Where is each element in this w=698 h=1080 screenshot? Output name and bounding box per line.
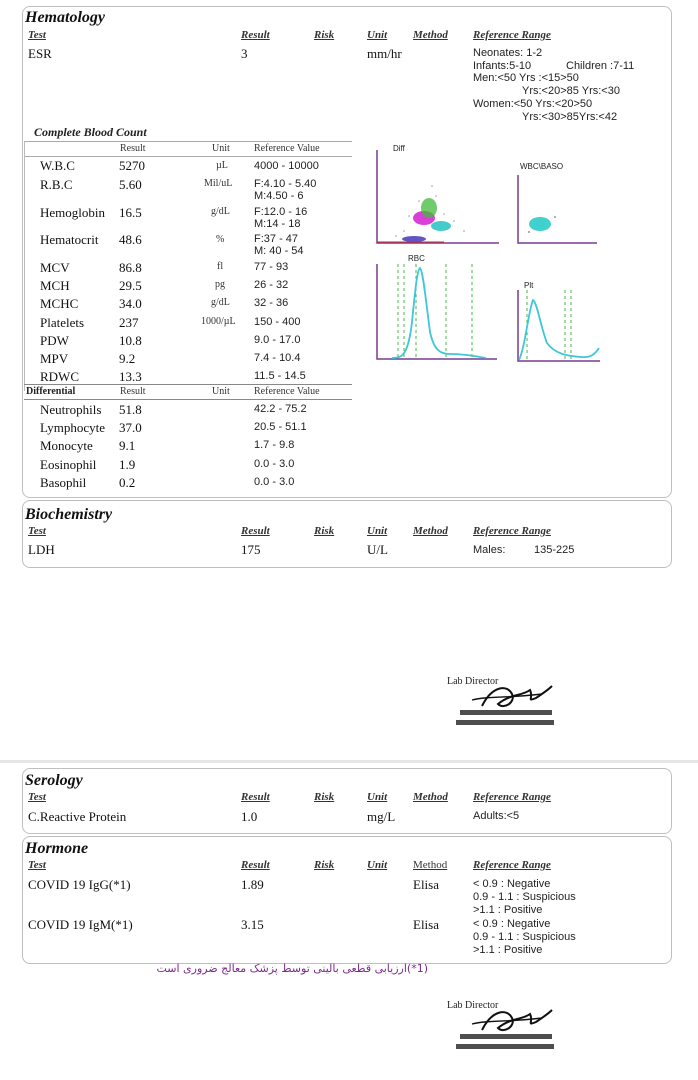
cbc-row-ref: F:37 - 47 (254, 233, 299, 245)
cbc-row-name: Hematocrit (40, 232, 99, 247)
diff-header-reference: Reference Value (254, 386, 320, 397)
esr-ref-7: Yrs:<30>85Yrs:<42 (522, 111, 618, 123)
cbc-row-result: 86.8 (119, 260, 142, 275)
cbc-row-ref2: M:14 - 18 (254, 218, 301, 230)
biochemistry-title: Biochemistry (25, 506, 113, 523)
clinical-note: (1*)ارزيابی قطعی بالينی توسط پزشک معالج ضروری است (156, 962, 428, 975)
crp-unit: mg/L (367, 809, 396, 824)
cbc-row-unit: g/dL (211, 297, 230, 308)
cbc-row-ref: 9.0 - 17.0 (254, 334, 301, 346)
cbc-left-border (24, 141, 25, 391)
plt-histogram (515, 288, 603, 364)
sero-header-risk: Risk (314, 791, 335, 803)
bio-header-reference: Reference Range (473, 525, 551, 537)
bio-header-unit: Unit (367, 525, 388, 537)
cbc-row-unit: Mil/uL (204, 178, 233, 189)
hormone-header-unit: Unit (367, 859, 388, 871)
ldh-result: 175 (241, 542, 261, 557)
diff-row-name: Lymphocyte (40, 420, 105, 435)
igg-test: COVID 19 IgG(*1) (28, 877, 131, 892)
cbc-row-ref2: M: 40 - 54 (254, 245, 304, 257)
cbc-header-line-bottom (24, 156, 352, 157)
lab-director-label-2: Lab Director (447, 1000, 499, 1011)
diff-row-name: Monocyte (40, 438, 93, 453)
ldh-unit: U/L (367, 542, 388, 557)
crp-ref: Adults:<5 (473, 810, 520, 822)
cbc-row-name: MCH (40, 278, 70, 293)
diff-row-result: 37.0 (119, 420, 142, 435)
igg-ref-3: >1.1 : Positive (473, 904, 543, 916)
bio-header-test: Test (28, 525, 46, 537)
diff-row-result: 0.2 (119, 475, 136, 490)
diff-row-ref: 0.0 - 3.0 (254, 458, 295, 470)
hormone-header-method: Method (413, 859, 448, 871)
hormone-header-reference: Reference Range (473, 859, 551, 871)
diff-header-line-bottom (24, 399, 352, 400)
cbc-row-name: MCHC (40, 296, 79, 311)
cbc-row-ref: 11.5 - 14.5 (254, 370, 306, 382)
diff-row-name: Neutrophils (40, 402, 102, 417)
ldh-ref-label: Males: (473, 544, 506, 556)
igg-ref-2: 0.9 - 1.1 : Suspicious (473, 891, 576, 903)
rbc-histogram (374, 262, 500, 362)
sero-header-unit: Unit (367, 791, 388, 803)
cbc-row-unit: pg (215, 279, 225, 290)
esr-ref-4: Men:<50 Yrs :<15>50 (473, 72, 579, 84)
igm-test: COVID 19 IgM(*1) (28, 917, 133, 932)
diff-header-unit: Unit (212, 386, 230, 397)
igg-method: Elisa (413, 877, 439, 892)
hema-header-test: Test (28, 29, 46, 41)
diff-header-title: Differential (26, 386, 76, 397)
hema-header-result: Result (241, 29, 270, 41)
cbc-row-name: MCV (40, 260, 70, 275)
cbc-row-result: 13.3 (119, 369, 142, 384)
diff-row-result: 51.8 (119, 402, 142, 417)
diff-row-ref: 20.5 - 51.1 (254, 421, 307, 433)
hema-header-unit: Unit (367, 29, 388, 41)
graph-label-plt: Plt (524, 281, 534, 290)
cbc-row-result: 16.5 (119, 205, 142, 220)
cbc-row-name: MPV (40, 351, 69, 366)
diff-header-line-top (24, 384, 352, 385)
lab-director-label: Lab Director (447, 676, 499, 687)
cbc-row-ref: 150 - 400 (254, 316, 301, 328)
cbc-row-unit: g/dL (211, 206, 230, 217)
director-signature-stamp-2 (452, 1000, 562, 1058)
igg-ref-1: < 0.9 : Negative (473, 878, 551, 890)
diff-row-ref: 0.0 - 3.0 (254, 476, 295, 488)
diff-scatterplot (374, 146, 502, 246)
ldh-test: LDH (28, 542, 55, 557)
cbc-row-result: 29.5 (119, 278, 142, 293)
serology-title: Serology (25, 772, 83, 789)
hema-header-reference: Reference Range (473, 29, 551, 41)
esr-ref-5: Yrs:<20>85 Yrs:<30 (522, 85, 620, 97)
esr-test: ESR (28, 46, 52, 61)
esr-ref-3: Children :7-11 (566, 60, 635, 72)
cbc-header-reference: Reference Value (254, 143, 320, 154)
igg-result: 1.89 (241, 877, 264, 892)
director-signature-stamp (452, 676, 562, 734)
esr-ref-1: Neonates: 1-2 (473, 47, 543, 59)
graph-label-diff: Diff (393, 144, 405, 153)
biochemistry-section (22, 500, 672, 568)
diff-row-ref: 42.2 - 75.2 (254, 403, 307, 415)
cbc-row-ref: 26 - 32 (254, 279, 289, 291)
hormone-header-risk: Risk (314, 859, 335, 871)
ldh-ref-value: 135-225 (534, 544, 575, 556)
diff-row-ref: 1.7 - 9.8 (254, 439, 295, 451)
igm-method: Elisa (413, 917, 439, 932)
hema-header-method: Method (413, 29, 448, 41)
cbc-row-name: RDWC (40, 369, 79, 384)
cbc-row-ref: 7.4 - 10.4 (254, 352, 301, 364)
cbc-header-result: Result (120, 143, 146, 154)
igm-result: 3.15 (241, 917, 264, 932)
cbc-row-unit: % (216, 234, 225, 245)
cbc-row-name: W.B.C (40, 158, 75, 173)
cbc-row-unit: µL (216, 160, 228, 171)
cbc-row-ref: F:12.0 - 16 (254, 206, 308, 218)
igm-ref-2: 0.9 - 1.1 : Suspicious (473, 931, 576, 943)
diff-row-result: 9.1 (119, 438, 136, 453)
hema-header-risk: Risk (314, 29, 335, 41)
cbc-row-result: 10.8 (119, 333, 142, 348)
cbc-row-result: 9.2 (119, 351, 136, 366)
hormone-header-test: Test (28, 859, 46, 871)
cbc-row-unit: fl (217, 261, 224, 272)
bio-header-method: Method (413, 525, 448, 537)
bio-header-result: Result (241, 525, 270, 537)
cbc-row-unit: 1000/µL (201, 316, 236, 327)
diff-row-name: Basophil (40, 475, 87, 490)
esr-ref-2: Infants:5-10 (473, 60, 532, 72)
sero-header-test: Test (28, 791, 46, 803)
cbc-title: Complete Blood Count (34, 125, 147, 139)
crp-test: C.Reactive Protein (28, 809, 127, 824)
esr-unit: mm/hr (367, 46, 402, 61)
hematology-title: Hematology (25, 9, 105, 26)
cbc-row-name: Platelets (40, 315, 85, 330)
cbc-row-result: 34.0 (119, 296, 142, 311)
hormone-title: Hormone (25, 840, 89, 857)
cbc-row-name: R.B.C (40, 177, 73, 192)
cbc-row-name: Hemoglobin (40, 205, 105, 220)
graph-label-rbc: RBC (408, 254, 425, 263)
crp-result: 1.0 (241, 809, 258, 824)
cbc-header-unit: Unit (212, 143, 230, 154)
igm-ref-3: >1.1 : Positive (473, 944, 543, 956)
graph-label-wbc-baso: WBC\BASO (520, 162, 564, 171)
cbc-row-result: 237 (119, 315, 139, 330)
sero-header-method: Method (413, 791, 448, 803)
sero-header-result: Result (241, 791, 270, 803)
sero-header-reference: Reference Range (473, 791, 551, 803)
cbc-row-ref: F:4.10 - 5.40 (254, 178, 317, 190)
page-divider (0, 760, 698, 763)
esr-result: 3 (241, 46, 248, 61)
cbc-row-result: 5.60 (119, 177, 142, 192)
igm-ref-1: < 0.9 : Negative (473, 918, 551, 930)
wbc-baso-scatterplot (515, 172, 600, 246)
cbc-header-line-top (24, 141, 352, 142)
esr-ref-6: Women:<50 Yrs:<20>50 (473, 98, 593, 110)
cbc-row-result: 5270 (119, 158, 145, 173)
cbc-row-name: PDW (40, 333, 69, 348)
cbc-row-ref: 4000 - 10000 (254, 160, 319, 172)
cbc-row-ref: 77 - 93 (254, 261, 289, 273)
diff-row-result: 1.9 (119, 457, 136, 472)
cbc-row-result: 48.6 (119, 232, 142, 247)
diff-header-result: Result (120, 386, 146, 397)
cbc-row-ref: 32 - 36 (254, 297, 289, 309)
cbc-row-ref2: M:4.50 - 6 (254, 190, 304, 202)
bio-header-risk: Risk (314, 525, 335, 537)
diff-row-name: Eosinophil (40, 457, 97, 472)
hormone-header-result: Result (241, 859, 270, 871)
